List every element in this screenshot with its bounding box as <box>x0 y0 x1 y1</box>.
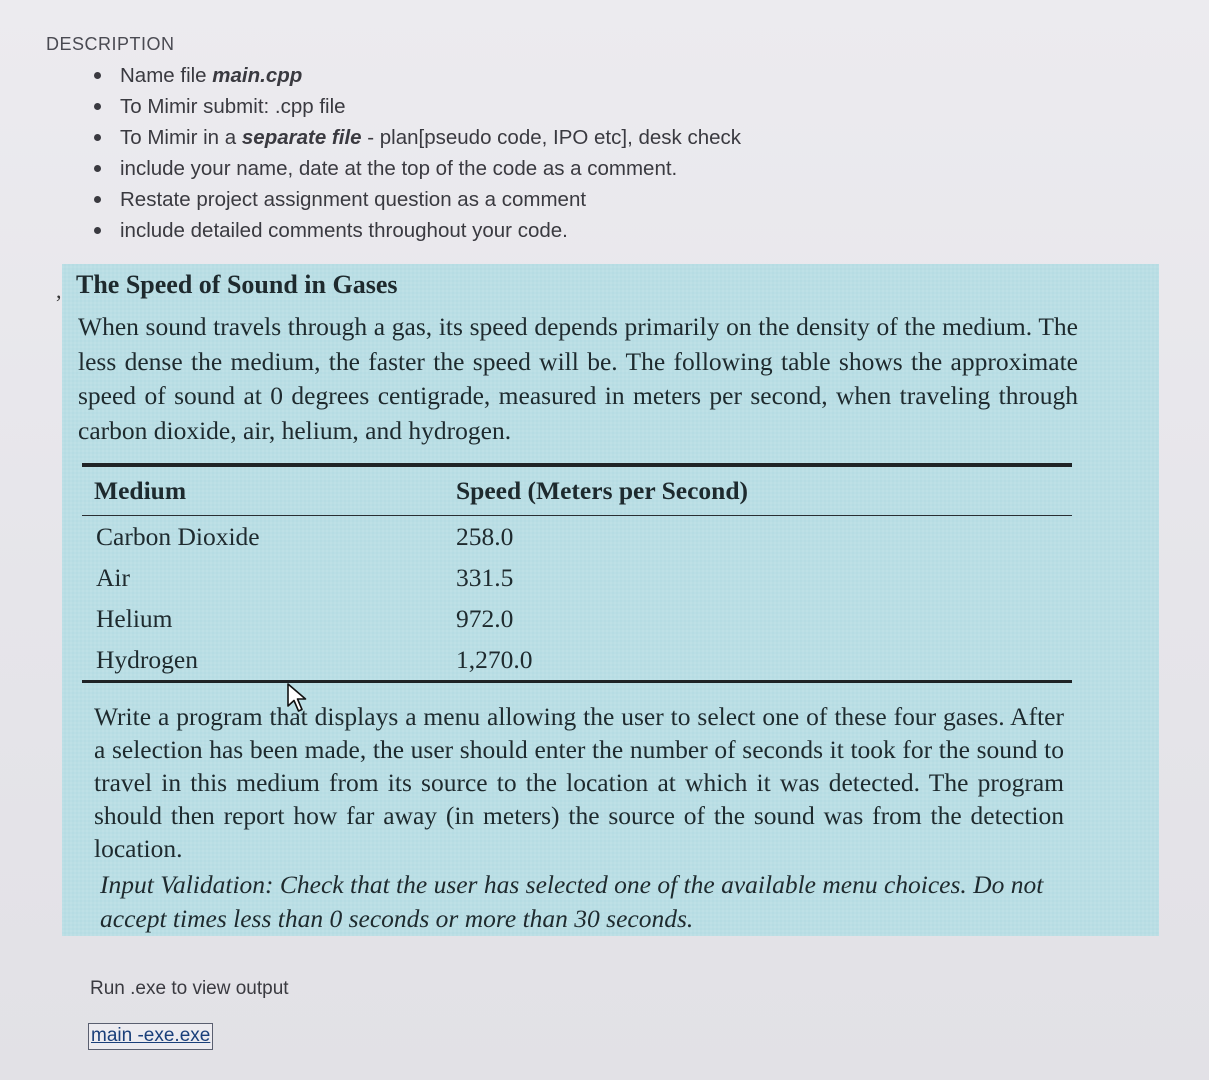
problem-intro: When sound travels through a gas, its speed depends primarily on the density of the medium. The less dense the medium, the faster the speed will be. The following table shows the approximate speed of sound at 0 degrees centigrade, measured in meters per second, when traveling through carbon dioxide, air, helium, and hydrogen. <box>78 312 1078 445</box>
description-heading: DESCRIPTION <box>46 34 175 54</box>
bullet-dot-icon <box>94 134 101 141</box>
speed-table <box>82 463 1072 683</box>
list-item <box>90 60 850 91</box>
bullet-dot-icon <box>94 227 101 234</box>
exe-file-link[interactable]: main -exe.exe <box>88 1023 213 1050</box>
item-text: Restate project assignment question as a comment <box>120 188 587 211</box>
description-list <box>90 60 850 246</box>
cell-speed: 972.0 <box>456 603 514 633</box>
table-row <box>82 516 1072 558</box>
list-item <box>90 184 850 215</box>
list-item <box>90 122 850 153</box>
problem-title: The Speed of Sound in Gases <box>76 270 398 299</box>
header-speed: Speed (Meters per Second) <box>456 465 1072 516</box>
table-header-row <box>82 465 1072 516</box>
list-item <box>90 215 850 246</box>
cell-medium: Hydrogen <box>96 644 198 674</box>
item-text: To Mimir in a separate file - plan[pseudo code, IPO etc], desk check <box>120 126 742 149</box>
cell-speed: 331.5 <box>456 562 514 592</box>
header-medium: Medium <box>82 465 456 516</box>
list-item <box>90 153 850 184</box>
item-text: include detailed comments throughout your code. <box>120 219 568 242</box>
bullet-dot-icon <box>94 196 101 203</box>
cell-medium: Air <box>96 562 130 592</box>
list-item <box>90 91 850 122</box>
cell-speed: 1,270.0 <box>456 644 533 674</box>
table-row <box>82 557 1072 598</box>
cell-speed: 258.0 <box>456 521 514 551</box>
item-text: include your name, date at the top of the code as a comment. <box>120 157 678 180</box>
input-validation: Input Validation: Check that the user has selected one of the available menu choices. Do not accept times less than 0 seconds or more than 30 seconds. <box>100 870 1044 933</box>
table-row <box>82 598 1072 639</box>
program-instructions: Write a program that displays a menu allowing the user to select one of these four gases. After a selection has been made, the user should enter the number of seconds it took for the sound to travel in this medium from its source to the location at which it was detected. The program should then report how far away (in meters) the source of the sound was from the detection location. <box>94 702 1064 863</box>
bullet-dot-icon <box>94 72 101 79</box>
cell-medium: Carbon Dioxide <box>96 521 260 551</box>
cell-medium: Helium <box>96 603 173 633</box>
stray-mark: , <box>56 278 62 303</box>
item-text: Name file main.cpp <box>120 64 303 87</box>
run-instructions: Run .exe to view output <box>90 978 289 999</box>
bullet-dot-icon <box>94 165 101 172</box>
table-row <box>82 639 1072 682</box>
item-text: To Mimir submit: .cpp file <box>120 95 346 118</box>
bullet-dot-icon <box>94 103 101 110</box>
